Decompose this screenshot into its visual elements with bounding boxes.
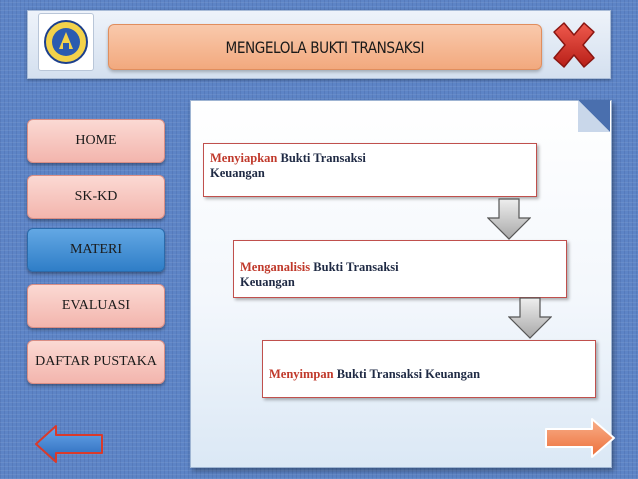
step-prepare-text: Bukti Transaksi — [277, 151, 366, 165]
step-box-prepare — [203, 143, 537, 197]
step-analyze-text-line2: Keuangan — [240, 275, 295, 289]
step-box-store — [262, 340, 596, 398]
nav-daftar-pustaka-button[interactable] — [27, 340, 165, 384]
nav-materi-button[interactable] — [27, 228, 165, 272]
nav-skkd-button[interactable] — [27, 175, 165, 219]
back-arrow-icon[interactable] — [34, 424, 104, 464]
university-logo-icon — [38, 13, 94, 71]
nav-home-label: HOME — [75, 133, 117, 148]
step-prepare-text-line2: Keuangan — [210, 166, 265, 180]
nav-evaluasi-label: EVALUASI — [61, 298, 131, 313]
nav-daftar-pustaka-label: DAFTAR PUSTAKA — [35, 354, 157, 369]
nav-evaluasi-button[interactable] — [27, 284, 165, 328]
step-prepare-highlight: Menyiapkan — [210, 151, 278, 165]
nav-home-button[interactable] — [27, 119, 165, 163]
down-arrow-icon — [508, 297, 552, 339]
page-title: MENGELOLA BUKTI TRANSAKSI — [225, 37, 425, 57]
step-box-analyze — [233, 240, 567, 298]
step-store-text: Bukti Transaksi Keuangan — [333, 367, 481, 381]
nav-skkd-label: SK-KD — [74, 189, 118, 204]
step-analyze-highlight: Menganalisis — [240, 260, 311, 274]
nav-materi-label: MATERI — [69, 242, 123, 257]
page-fold-decoration — [578, 100, 610, 132]
close-x-icon[interactable] — [548, 20, 600, 70]
step-analyze-text: Bukti Transaksi — [310, 260, 399, 274]
page-title-banner — [108, 24, 542, 70]
down-arrow-icon — [487, 198, 531, 240]
step-store-highlight: Menyimpan — [269, 367, 334, 381]
next-arrow-icon[interactable] — [544, 417, 616, 459]
